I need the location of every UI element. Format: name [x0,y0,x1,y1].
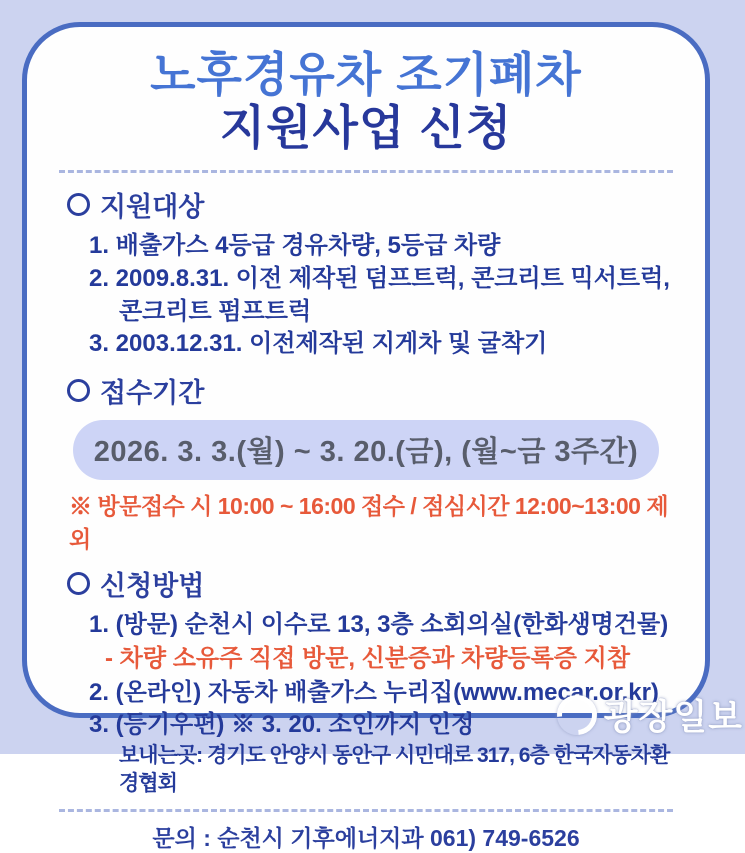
footer-divider [59,809,673,812]
list-item-online: 2. (온라인) 자동차 배출가스 누리집(www.mecar.or.kr) [89,678,659,706]
section-application-period [53,371,679,554]
section-application-method [53,564,679,799]
poster-title [53,49,679,154]
list-item-visit: 1. (방문) 순천시 이수로 13, 3층 소회의실(한화생명건물) [89,610,669,638]
support-target-items [89,230,679,361]
application-method-items [89,609,679,642]
contact-info: 문의 : 순천시 기후에너지과 061) 749-6526 [152,824,580,851]
section-bullet-icon [67,193,90,216]
gwangjang-ilbo-logo-icon [549,687,605,743]
section-bullet-icon [67,379,90,402]
section-bullet-icon [67,572,90,595]
application-method-heading [67,564,679,603]
list-item: 3. 2003.12.31. 이전제작된 지게차 및 굴착기 [89,330,548,358]
list-item: 2. 2009.8.31. 이전 제작된 덤프트럭, 콘크리트 믹서트럭, 콘크리트 펌프트럭 [89,264,670,325]
visit-requirement-note: - 차량 소유주 직접 방문, 신분증과 차량등록증 지참 [105,645,631,673]
title-divider [59,170,673,173]
list-item: 1. 배출가스 4등급 경유차량, 5등급 차량 [89,232,501,260]
visit-hours-note: ※ 방문접수 시 10:00 ~ 16:00 접수 / 점심시간 12:00~13:00 제외 [69,492,669,552]
watermark-text: 광장일보 [603,698,743,737]
mail-address: 보내는곳: 경기도 안양시 동안구 시민대로 317, 6층 한국자동차환경협회 [119,743,670,796]
section-support-target [53,185,679,361]
application-period-heading-label: 접수기간 [100,377,205,408]
title-line-2: 지원사업 신청 [219,100,513,154]
list-item-mail: 3. (등기우편) ※ 3. 20. 소인까지 인정 [89,711,475,739]
support-target-heading-label: 지원대상 [100,192,205,223]
application-period-heading [67,371,679,410]
application-method-heading-label: 신청방법 [100,570,205,601]
support-target-heading [67,185,679,224]
period-pill: 2026. 3. 3.(월) ~ 3. 20.(금), (월~금 3주간) [73,420,659,480]
title-line-1: 노후경유차 조기폐차 [150,48,582,101]
gwangjang-ilbo-watermark [557,690,743,740]
